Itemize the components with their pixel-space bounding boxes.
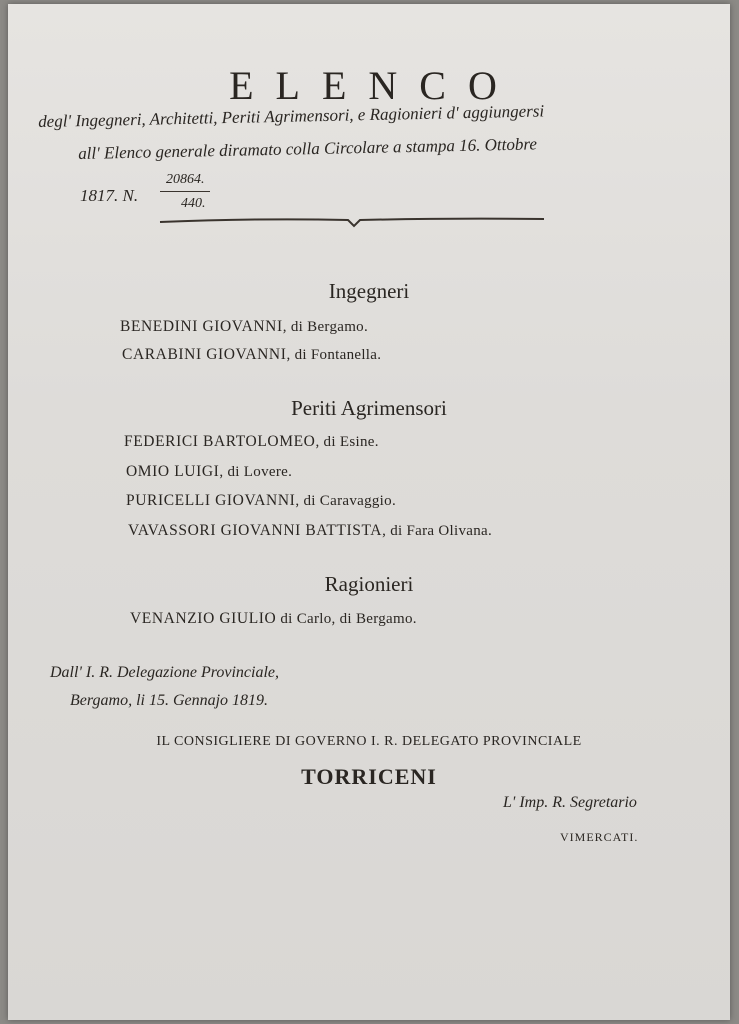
- subtitle-line-2: all' Elenco generale diramato colla Circolare a stampa 16. Ottobre: [78, 134, 538, 163]
- section-heading-ragionieri: Ragionieri: [324, 572, 414, 596]
- list-item: PURICELLI GIOVANNI, di Caravaggio.: [126, 492, 396, 509]
- document-page: [8, 4, 730, 1020]
- secretary-title: L' Imp. R. Segretario: [503, 794, 637, 811]
- list-item: VAVASSORI GIOVANNI BATTISTA, di Fara Olivana.: [128, 522, 493, 539]
- section-heading-ingegneri: Ingegneri: [328, 279, 410, 303]
- list-item: BENEDINI GIOVANNI, di Bergamo.: [120, 318, 369, 335]
- fraction-bar: [160, 191, 210, 192]
- secretary-name: VIMERCATI.: [560, 830, 639, 844]
- protocol-denominator: 440.: [181, 196, 206, 211]
- subtitle-line-3: 1817. N.: [80, 186, 139, 205]
- list-item: CARABINI GIOVANNI, di Fontanella.: [122, 346, 382, 363]
- dateline-date: Bergamo, li 15. Gennajo 1819.: [70, 692, 269, 709]
- document-title: ELENCO: [229, 63, 519, 108]
- subtitle-line-1: degl' Ingegneri, Architetti, Periti Agrimensori, e Ragionieri d' aggiungersi: [38, 101, 545, 131]
- delegate-office: IL CONSIGLIERE DI GOVERNO I. R. DELEGATO PROVINCIALE: [156, 734, 582, 749]
- list-item: FEDERICI BARTOLOMEO, di Esine.: [124, 433, 379, 450]
- ornamental-rule: [158, 214, 548, 228]
- section-heading-periti: Periti Agrimensori: [291, 396, 447, 420]
- list-item: OMIO LUIGI, di Lovere.: [126, 463, 293, 480]
- list-item: VENANZIO GIULIO di Carlo, di Bergamo.: [130, 610, 417, 627]
- protocol-numerator: 20864.: [166, 172, 205, 187]
- dateline-office: Dall' I. R. Delegazione Provinciale,: [50, 664, 279, 681]
- delegate-name: TORRICENI: [301, 764, 437, 789]
